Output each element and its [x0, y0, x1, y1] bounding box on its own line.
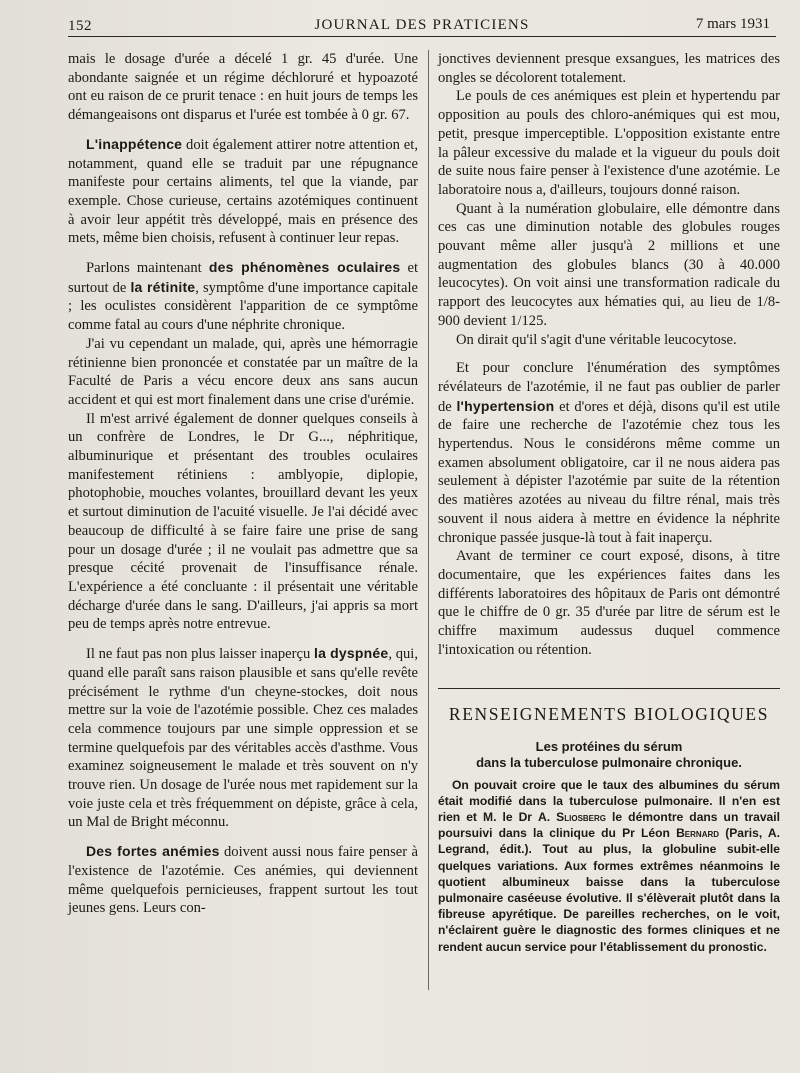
author-name: A. Sliosberg	[538, 809, 607, 824]
article-body	[438, 777, 780, 955]
bold-term: la dyspnée	[313, 645, 389, 662]
bold-term: L'inappétence	[86, 135, 183, 152]
issue-date: 7 mars 1931	[695, 16, 770, 32]
paragraph: Parlons maintenant des phénomènes oculaires et surtout de la rétinite, symptôme d'une importance capitale ; les oculistes considèrent l'apparition de ce symptôme comme fatal au cours d'une néphrite chronique.	[68, 259, 419, 334]
bold-term: des phénomènes oculaires	[208, 259, 401, 276]
page-header	[68, 14, 776, 37]
bold-term: la rétinite	[130, 278, 196, 295]
bold-term: Des fortes anémies	[86, 843, 220, 860]
paragraph: L'inappétence doit également attirer notre attention et, notamment, quand elle se traduit par une répugnance manifeste pour certains aliments, tel que la viande, par exemple. Chose curieuse, certains azotémiques continuent à avoir leur appétit très développé, mais en présence des mets, même bien choisis, refusent à continuer leur repas.	[68, 135, 418, 247]
author-name: Bernard	[676, 826, 720, 841]
column-divider	[428, 50, 429, 990]
paragraph: Le pouls de ces anémiques est plein et hypertendu par opposition au pouls des chloro-anémiques qui est mou, petit, presque imperceptible. L'opposition existante entre la pâleur excessive du malade et la vigueur du pouls doit de suite nous faire penser à l'existence d'une azotémie. Le laboratoire nous a, d'ailleurs, toujours donné raison.	[438, 88, 780, 198]
paragraph: Et pour conclure l'énumération des symptômes révélateurs de l'azotémie, il ne faut pas oublier de parler de l'hypertension et d'ores et déjà, disons qu'il est utile de faire une recherche de l'azotémie chez tous les hypertendus. Nous le considérons même comme un examen absolument obligatoire, car il ne nous aidera pas seulement à dépister l'azotémie par suite de la rétention des matières azotées au niveau du filtre rénal, mais très souvent il nous aidera à mettre en évidence la néphrite chronique passée jusque-là tout à fait inaperçu.	[438, 360, 780, 546]
paragraph: J'ai vu cependant un malade, qui, après une hémorragie rétinienne bien prononcée et constatée par un maître de la Faculté de Paris a vécu encore deux ans sans aucun accident et qui est mort finalement dans une crise d'urémie.	[68, 335, 418, 408]
paragraph: Il ne faut pas non plus laisser inaperçu la dyspnée, qui, quand elle paraît sans raison plausible et sans qu'elle revête précisément le rythme d'un cheyne-stockes, doit nous mettre sur la voie de l'azotémie possible. Chez ces malades cela commence toujours par une simple oppression et se termine quelquefois par des véritables accès d'asthme. Vous examinez soigneusement le malade et très souvent on n'y trouve rien. Un dosage de l'urée nous met rapidement sur la voie juste cela et très fréquemment on dépiste, grâce à cela, un Mal de Bright méconnu.	[68, 645, 419, 831]
paragraph: mais le dosage d'urée a décelé 1 gr. 45 d'urée. Une abondante saignée et un régime déchloruré et hypoazoté ont eu raison de ce prurit tenace : en huit jours de temps les démangeaisons ont disparus et l'urée est tombée à 0 gr. 67.	[68, 51, 418, 124]
paragraph: On dirait qu'il s'agit d'une véritable leucocytose.	[456, 331, 737, 348]
paragraph: On pouvait croire que le taux des albumines du sérum était modifié dans la tuberculose pulmonaire. Il n'en est rien et M. le Dr A. Sliosberg le démontre dans un travail poursuivi dans la clinique du Pr Léon Bernard (Paris, A. Legrand, édit.). Tout au plus, la globuline subit-elle quelques variations. Aux formes extrêmes néanmoins le quotient albumineux baisse dans la tuberculose pulmonaire caséeuse évolutive. Il s'élèverait plutôt dans la fibreuse apyrétique. De pareilles recherches, on le voit, n'éclairent guère le diagnostic des formes cliniques et ne rendent aucun service pour l'établissement du pronostic.	[438, 777, 781, 954]
paragraph: Avant de terminer ce court exposé, disons, à titre documentaire, que les expériences faites dans les différents laboratoires des hôpitaux de Paris ont démontré que le chiffre de 0 gr. 35 d'urée par litre de sérum est le chiffre maximum audessus duquel commence l'intoxication ou rétention.	[438, 548, 780, 658]
article-title: Les protéines du sérum dans la tuberculose pulmonaire chronique.	[476, 738, 742, 770]
left-column	[68, 50, 418, 918]
paragraph: jonctives deviennent presque exsangues, les matrices des ongles se décolorent totalement.	[438, 51, 780, 86]
bold-term: l'hypertension	[456, 397, 555, 414]
paragraph: Quant à la numération globulaire, elle démontre dans ces cas une diminution notable des globules rouges pouvant même aller jusqu'à 2 millions et une augmentation des globules blancs (30 à 40.000 leucocytes). On voit ainsi une transformation radicale du rapport des leucocytes aux hématies qui, au lieu de 1/8-900 devient 1/125.	[438, 200, 780, 329]
section-title: RENSEIGNEMENTS BIOLOGIQUES	[438, 688, 780, 725]
page-number: 152	[68, 18, 92, 34]
journal-title: JOURNAL DES PRATICIENS	[314, 17, 530, 33]
paragraph: Il m'est arrivé également de donner quelques conseils à un confrère de Londres, le Dr G..., néphritique, albuminurique et présentant des troubles oculaires manifestement rétiniens : amblyopie, diplopie, photophobie, mouches volantes, brouillard devant les yeux et surtout diminution de l'acuité visuelle. Je l'ai décidé avec beaucoup de difficulté à se faire faire une prise de sang pour un dosage d'urée ; il ne voulait pas admettre que sa presque cécité provenait de l'insuffisance rénale. L'expérience a été concluante : il présentait une véritable décharge d'urée dans le sang. D'ailleurs, j'ai appris sa mort peu de temps après notre entrevue.	[68, 410, 418, 633]
right-column	[438, 50, 780, 955]
paragraph: Des fortes anémies doivent aussi nous faire penser à l'existence de l'azotémie. Ces anémies, qui deviennent même quelquefois pernicieuses, frappent surtout les tout jeunes gens. Leurs con-	[68, 843, 419, 917]
